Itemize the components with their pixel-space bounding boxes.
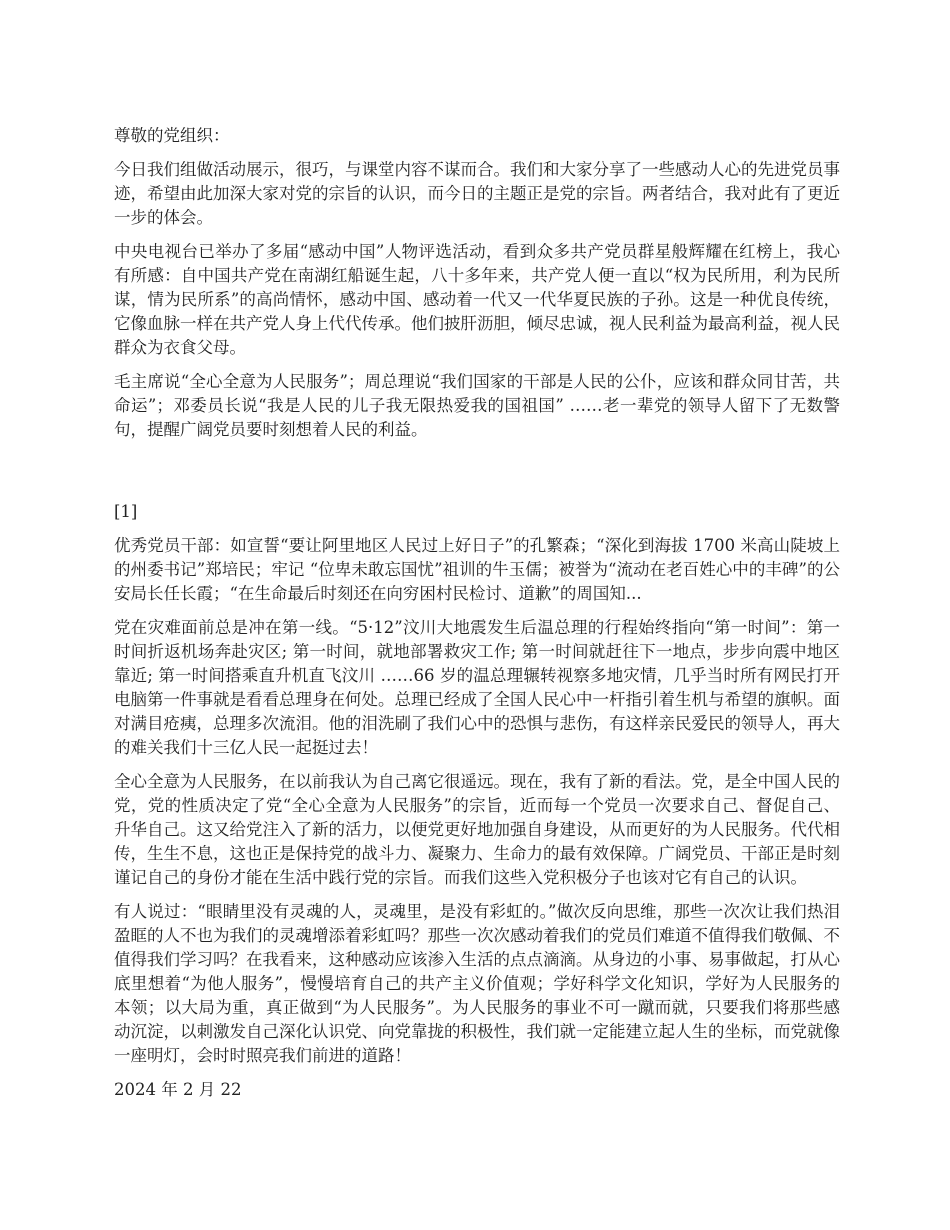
paragraph-exemplary-members: 优秀党员干部：如宣誓“要让阿里地区人民过上好日子”的孔繁森；“深化到海拔 1700 米高山陡坡上的州委书记”郑培民；牢记 “位卑未敢忘国忧”祖训的牛玉儒；被誉为“流动在老百姓心中的丰碑”的公安局长任长霞；“在生命最后时刻还在向穷困村民检讨、道歉”的周国知... (114, 536, 840, 603)
paragraph-intro: 今日我们组做活动展示，很巧，与课堂内容不谋而合。我们和大家分享了一些感动人心的先进党员事迹，希望由此加深大家对党的宗旨的认识，而今日的主题正是党的宗旨。两者结合，我对此有了更近一步的体会。 (114, 160, 840, 227)
paragraph-disaster-response: 党在灾难面前总是冲在第一线。“5·12”汶川大地震发生后温总理的行程始终指向“第一时间”：第一时间折返机场奔赴灾区; 第一时间，就地部署救灾工作; 第一时间就赶往下一地点，步步向震中地区靠近; 第一时间搭乘直升机直飞汶川 ……66 岁的温总理辗转视察多地灾情，几乎当时所有网民打开电脑第一件事就是看看总理身在何处。总理已经成了全国人民心中一杆指引着生机与希望的旗帜。面对满目疮痍，总理多次流泪。他的泪洗刷了我们心中的恐惧与悲伤，有这样亲民爱民的领导人，再大的难关我们十三亿人民一起挺过去！ (114, 618, 840, 757)
blank-space (114, 452, 840, 500)
salutation: 尊敬的党组织： (114, 126, 230, 145)
paragraph-leader-quotes: 毛主席说“全心全意为人民服务”；周总理说“我们国家的干部是人民的公仆，应该和群众同甘苦，共命运”；邓委员长说“我是人民的儿子我无限热爱我的国祖国” ……老一辈党的领导人留下了无数警句，提醒广阔党员要时刻想着人民的利益。 (114, 372, 840, 439)
paragraph-touching-china: 中央电视台已举办了多届“感动中国”人物评选活动，看到众多共产党员群星般辉耀在红榜上，我心有所感：自中国共产党在南湖红船诞生起，八十多年来，共产党人便一直以“权为民所用，利为民所谋，情为民所系”的高尚情怀，感动中国、感动着一代又一代华夏民族的子孙。这是一种优良传统，它像血脉一样在共产党人身上代代传承。他们披肝沥胆，倾尽忠诚，视人民利益为最高利益，视人民群众为衣食父母。 (114, 242, 840, 357)
paragraph-serve-people: 全心全意为人民服务，在以前我认为自己离它很遥远。现在，我有了新的看法。党，是全中国人民的党，党的性质决定了党“全心全意为人民服务”的宗旨，近而每一个党员一次要求自己、督促自己、升华自己。这又给党注入了新的活力，以便党更好地加强自身建设，从而更好的为人民服务。代代相传，生生不息，这也正是保持党的战斗力、凝聚力、生命力的最有效保障。广阔党员、干部正是时刻谨记自己的身份才能在生活中践行党的宗旨。而我们这些入党积极分子也该对它有自己的认识。 (114, 772, 840, 887)
letter-date: 2024 年 2 月 22 (114, 1080, 242, 1099)
letter-body (114, 124, 840, 1112)
paragraph-rainbow-soul: 有人说过：“眼睛里没有灵魂的人，灵魂里，是没有彩虹的。”做次反向思维，那些一次次让我们热泪盈眶的人不也为我们的灵魂增添着彩虹吗？那些一次次感动着我们的党员们难道不值得我们敬佩、不值得我们学习吗？在我看来，这种感动应该渗入生活的点点滴滴。从身边的小事、易事做起，打从心底里想着“为他人服务”，慢慢培育自己的共产主义价值观；学好科学文化知识，学好为人民服务的本领；以大局为重，真正做到“为人民服务”。为人民服务的事业不可一蹴而就，只要我们将那些感动沉淀，以刺激发自己深化认识党、向党靠拢的积极性，我们就一定能建立起人生的坐标，而党就像一座明灯，会时时照亮我们前进的道路！ (114, 902, 840, 1065)
footnote-marker: [1] (114, 502, 138, 521)
